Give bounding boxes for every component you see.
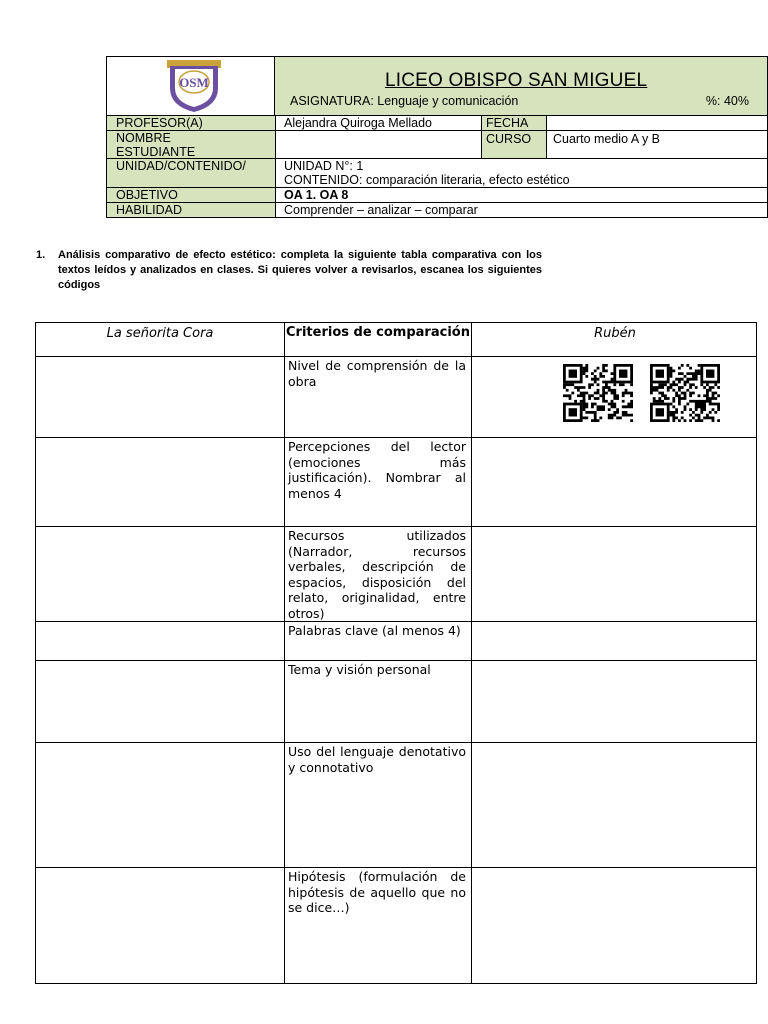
row-divider <box>36 867 756 868</box>
criterion-percepciones: Percepciones del lector (emociones más justificación). Nombrar al menos 4 <box>288 439 466 501</box>
header-banner <box>106 56 768 116</box>
curso-label: CURSO <box>482 131 547 158</box>
row-divider <box>36 437 756 438</box>
column-header-criterios: Criterios de comparación <box>286 325 470 340</box>
comparison-table <box>35 322 757 984</box>
criterion-comprension: Nivel de comprensión de la obra <box>288 358 466 389</box>
row-unidad <box>106 159 768 188</box>
unidad-value: UNIDAD N°: 1 <box>284 159 364 173</box>
subject-label: ASIGNATURA: Lenguaje y comunicación <box>290 94 519 108</box>
unidad-label: UNIDAD/CONTENIDO/ <box>107 159 276 187</box>
criterion-lenguaje: Uso del lenguaje denotativo y connotativo <box>288 744 466 775</box>
column-divider <box>471 323 472 983</box>
row-divider <box>36 660 756 661</box>
criterion-hipotesis: Hipótesis (formulación de hipótesis de aquello que no se dice…) <box>288 869 466 915</box>
column-header-la-senorita-cora: La señorita Cora <box>106 326 214 341</box>
profesor-label: PROFESOR(A) <box>107 116 276 130</box>
qr-code-icon[interactable] <box>650 364 720 422</box>
header-table <box>106 56 768 218</box>
column-divider <box>284 323 285 983</box>
row-nombre <box>106 131 768 159</box>
criterion-palabras-clave: Palabras clave (al menos 4) <box>288 623 461 638</box>
row-divider <box>36 621 756 622</box>
nombre-label-line1: NOMBRE <box>116 131 171 145</box>
row-divider <box>36 356 756 357</box>
row-objetivo <box>106 188 768 203</box>
contenido-value: CONTENIDO: comparación literaria, efecto estético <box>284 173 570 187</box>
profesor-value: Alejandra Quiroga Mellado <box>276 116 482 130</box>
objetivo-value: OA 1. OA 8 <box>276 188 767 202</box>
row-profesor <box>106 116 768 131</box>
objetivo-label: OBJETIVO <box>107 188 276 202</box>
row-habilidad <box>106 203 768 218</box>
unidad-cell <box>276 159 767 187</box>
school-logo <box>164 58 224 114</box>
instruction-number: 1. <box>36 249 46 261</box>
column-header-ruben: Rubén <box>594 326 636 341</box>
criterion-recursos: Recursos utilizados (Narrador, recursos verbales, descripción de espacios, disposición del relato, originalidad, entre otros) <box>288 528 466 621</box>
qr-code-icon[interactable] <box>563 364 633 422</box>
row-divider <box>36 742 756 743</box>
title-cell <box>275 56 768 116</box>
nombre-label <box>107 131 276 158</box>
criterion-tema: Tema y visión personal <box>288 662 431 677</box>
logo-text: OSM <box>179 75 209 90</box>
nombre-value[interactable] <box>276 131 482 158</box>
curso-value: Cuarto medio A y B <box>547 131 767 158</box>
school-name: LICEO OBISPO SAN MIGUEL <box>385 70 648 91</box>
fecha-label: FECHA <box>482 116 547 130</box>
logo-cell <box>106 56 275 116</box>
habilidad-value: Comprender – analizar – comparar <box>276 203 767 217</box>
row-divider <box>36 526 756 527</box>
fecha-value[interactable] <box>547 116 767 130</box>
instruction-text: Análisis comparativo de efecto estético: completa la siguiente tabla comparativa con los textos leídos y analizados en clases. Si quieres volver a revisarlos, escanea los siguientes códigos <box>58 249 542 291</box>
nombre-label-line2: ESTUDIANTE <box>116 145 196 159</box>
percent-label: %: 40% <box>705 94 749 108</box>
habilidad-label: HABILIDAD <box>107 203 276 217</box>
